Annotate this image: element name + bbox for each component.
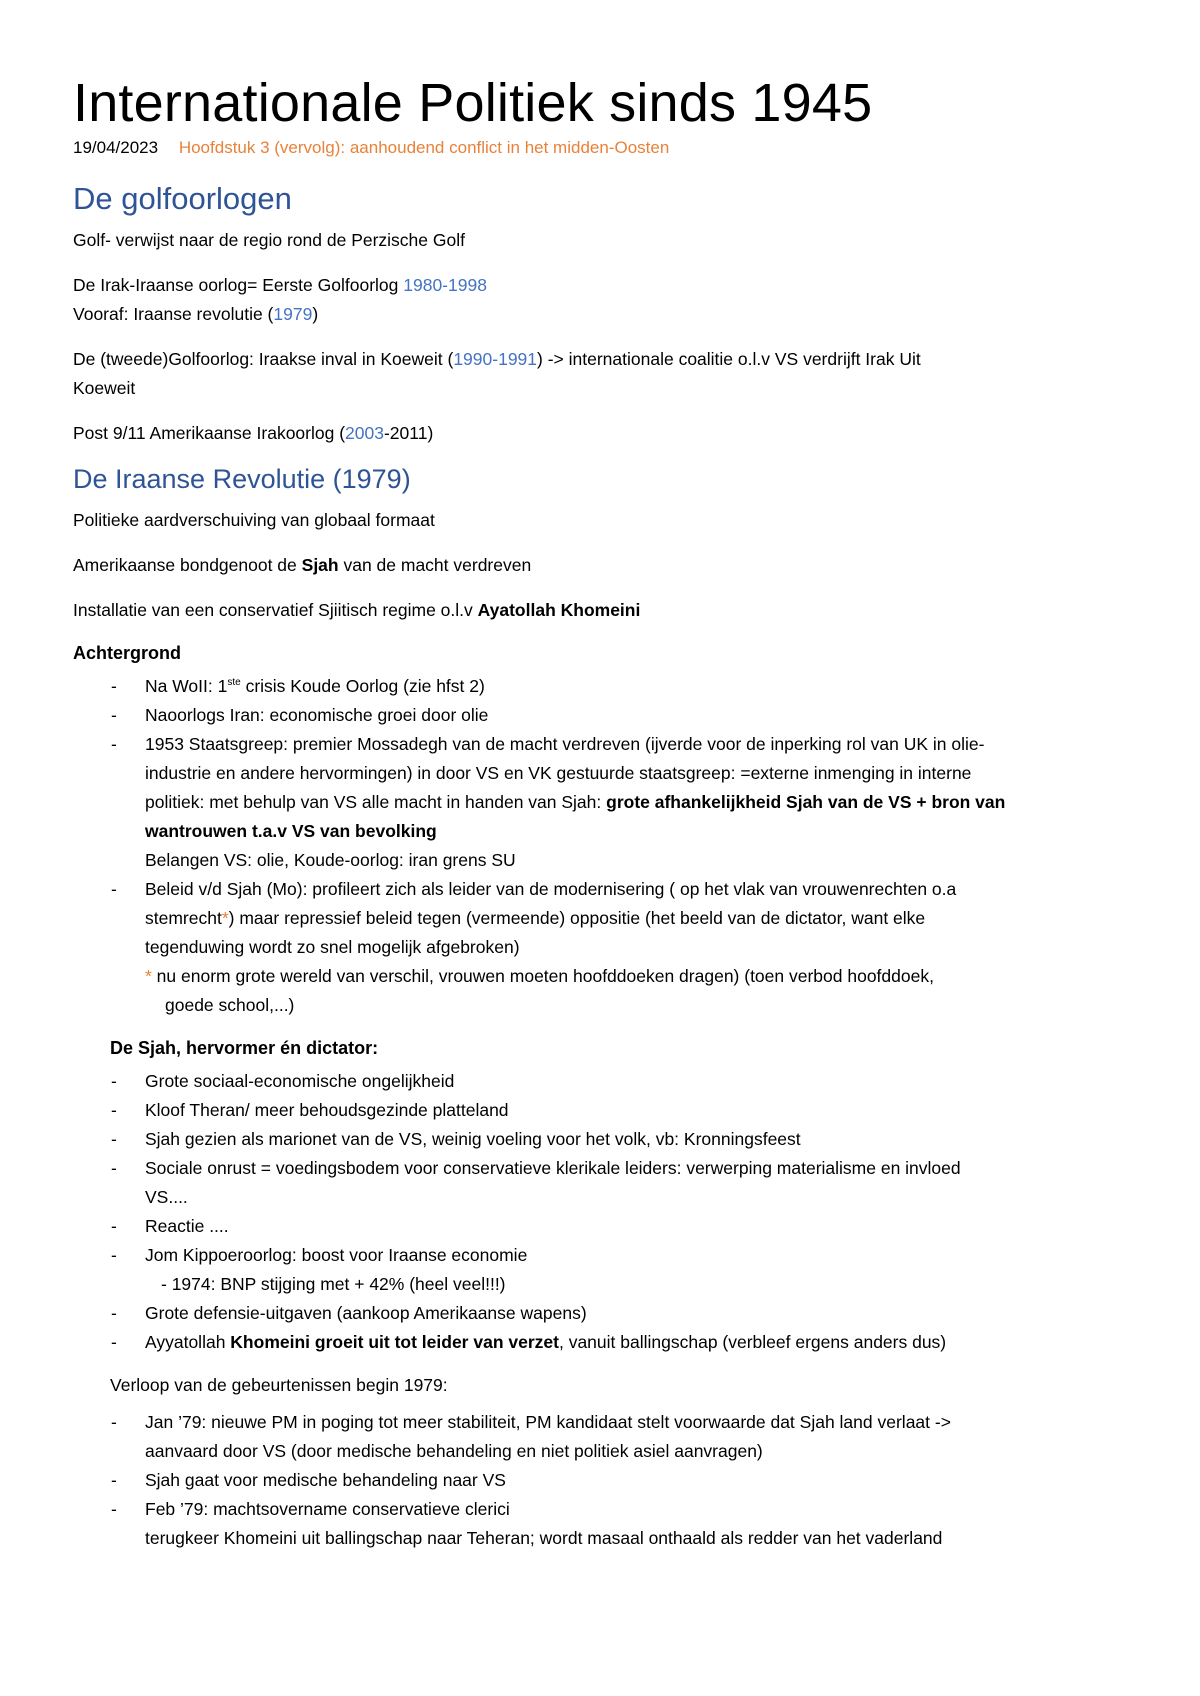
text-jan-79-2: aanvaard door VS (door medische behandeling en niet politiek asiel aanvragen) [145,1441,763,1461]
heading-golfoorlogen: De golfoorlogen [73,181,292,216]
text-irak-iran: De Irak-Iraanse oorlog= Eerste Golfoorlog [73,275,404,295]
text-stemrecht: stemrecht [145,908,222,928]
text-jom-kippoer: Jom Kippoeroorlog: boost voor Iraanse economie [145,1245,528,1265]
lecture-date: 19/04/2023 [73,138,159,157]
text-sjah-bold: Sjah [301,555,339,575]
text-bondgenoot: Amerikaanse bondgenoot de [73,555,302,575]
years-1990-1991: 1990-1991 [453,349,538,369]
list-item [73,730,1195,875]
document-subtitle [73,138,1200,158]
list-item [73,1241,1195,1299]
list-item [73,1408,1195,1466]
paragraph-sjah-verdreven [73,551,1200,580]
footnote-star: * [221,908,229,928]
paragraph-installatie [73,596,1200,625]
paragraph-aardverschuiving: Politieke aardverschuiving van globaal formaat [73,510,435,530]
text-wantrouwen-bold: wantrouwen t.a.v VS van bevolking [145,821,437,841]
text-staatsgreep-2: industrie en andere hervormingen) in door VS en VK gestuurde staatsgreep: =externe inmenging in interne [145,763,972,783]
text-post-911: Post 9/11 Amerikaanse Irakoorlog ( [73,423,346,443]
list-achtergrond [73,672,1200,1020]
paragraph-verloop: Verloop van de gebeurtenissen begin 1979: [110,1375,448,1395]
paragraph-vooraf [73,300,1200,329]
text-onrust-1: Sociale onrust = voedingsbodem voor conservatieve klerikale leiders: verwerping materialisme en invloed [145,1158,961,1178]
document-title: Internationale Politiek sinds 1945 [73,73,873,133]
text-ayyatollah: Ayyatollah [145,1332,231,1352]
text-vooraf: Vooraf: Iraanse revolutie ( [73,304,274,324]
paragraph-golf-definition: Golf- verwijst naar de regio rond de Perzische Golf [73,230,465,250]
text-afhankelijkheid-bold: grote afhankelijkheid Sjah van de VS + bron van [606,792,1006,812]
year-1979: 1979 [273,304,313,324]
text-2011: -2011) [383,423,434,443]
text-note-1: nu enorm grote wereld van verschil, vrouwen moeten hoofddoeken dragen) (toen verbod hoofddoek, [151,966,934,986]
text-na-woii: Na WoII: 1 [145,676,228,696]
list-item [73,672,1195,701]
list-item: - Reactie .... [73,1212,1195,1241]
heading-iraanse-revolutie: De Iraanse Revolutie (1979) [73,464,411,494]
paragraph-irakoorlog [73,419,1200,448]
list-item: - Sjah gezien als marionet van de VS, weinig voeling voor het volk, vb: Kronningsfeest [73,1125,1195,1154]
text-koeweit: Koeweit [73,378,136,398]
text-ballingschap: , vanuit ballingschap (verbleef ergens anders dus) [558,1332,947,1352]
list-item: - Naoorlogs Iran: economische groei door olie [73,701,1195,730]
text-beleid-3: tegenduwing wordt zo snel mogelijk afgebroken) [145,937,520,957]
text-jan-79-1: Jan ’79: nieuwe PM in poging tot meer stabiliteit, PM kandidaat stelt voorwaarde dat Sjah land verlaat -> [145,1412,951,1432]
list-gebeurtenissen [73,1408,1200,1553]
text-belangen-vs: Belangen VS: olie, Koude-oorlog: iran grens SU [145,850,516,870]
superscript-ste: ste [227,677,241,689]
text-feb-79-1: Feb ’79: machtsovername conservatieve clerici [145,1499,510,1519]
list-item: - Sjah gaat voor medische behandeling naar VS [73,1466,1195,1495]
text-tweede-golfoorlog: De (tweede)Golfoorlog: Iraakse inval in Koeweit ( [73,349,454,369]
list-item [73,1154,1195,1212]
text-beleid-1: Beleid v/d Sjah (Mo): profileert zich als leider van de modernisering ( op het vlak van vrouwenrechten o.a [145,879,957,899]
text-note-2: goede school,...) [165,995,295,1015]
list-item: - Grote defensie-uitgaven (aankoop Amerikaanse wapens) [73,1299,1195,1328]
subheading-sjah-hervormer: De Sjah, hervormer én dictator: [110,1038,379,1058]
footnote-star-note: * [145,966,152,986]
text-beleid-2: ) maar repressief beleid tegen (vermeende) oppositie (het beeld van de dictator, want elke [228,908,926,928]
text-installatie: Installatie van een conservatief Sjiitisch regime o.l.v [73,600,478,620]
subheading-achtergrond: Achtergrond [73,643,181,663]
paragraph-tweede-golfoorlog [73,345,1200,403]
list-item: - Grote sociaal-economische ongelijkheid [73,1067,1195,1096]
list-item [73,1328,1195,1357]
text-leider-verzet-bold: Khomeini groeit uit tot leider van verzet [230,1332,559,1352]
years-1980-1998: 1980-1998 [403,275,487,295]
list-item [73,875,1195,1020]
chapter-title: Hoofdstuk 3 (vervolg): aanhoudend conflict in het midden-Oosten [178,138,670,157]
list-item: - Kloof Theran/ meer behoudsgezinde platteland [73,1096,1195,1125]
list-sjah-dictator [73,1067,1200,1357]
text-khomeini-bold: Ayatollah Khomeini [477,600,641,620]
text-onrust-2: VS.... [145,1187,188,1207]
text-staatsgreep-1: 1953 Staatsgreep: premier Mossadegh van de macht verdreven (ijverde voor de inperking rol van UK in olie- [145,734,985,754]
year-2003: 2003 [345,423,384,443]
text-verdreven: van de macht verdreven [338,555,532,575]
text-bnp-stijging: - 1974: BNP stijging met + 42% (heel veel!!!) [161,1274,506,1294]
text-paren: ) [312,304,319,324]
text-coalitie: ) -> internationale coalitie o.l.v VS verdrijft Irak Uit [537,349,921,369]
text-crisis: crisis Koude Oorlog (zie hfst 2) [240,676,485,696]
list-item [73,1495,1195,1553]
text-staatsgreep-3: politiek: met behulp van VS alle macht in handen van Sjah: [145,792,607,812]
text-feb-79-2: terugkeer Khomeini uit ballingschap naar Teheran; wordt masaal onthaald als redder van het vaderland [145,1528,943,1548]
paragraph-irak-iran-war [73,271,1200,300]
